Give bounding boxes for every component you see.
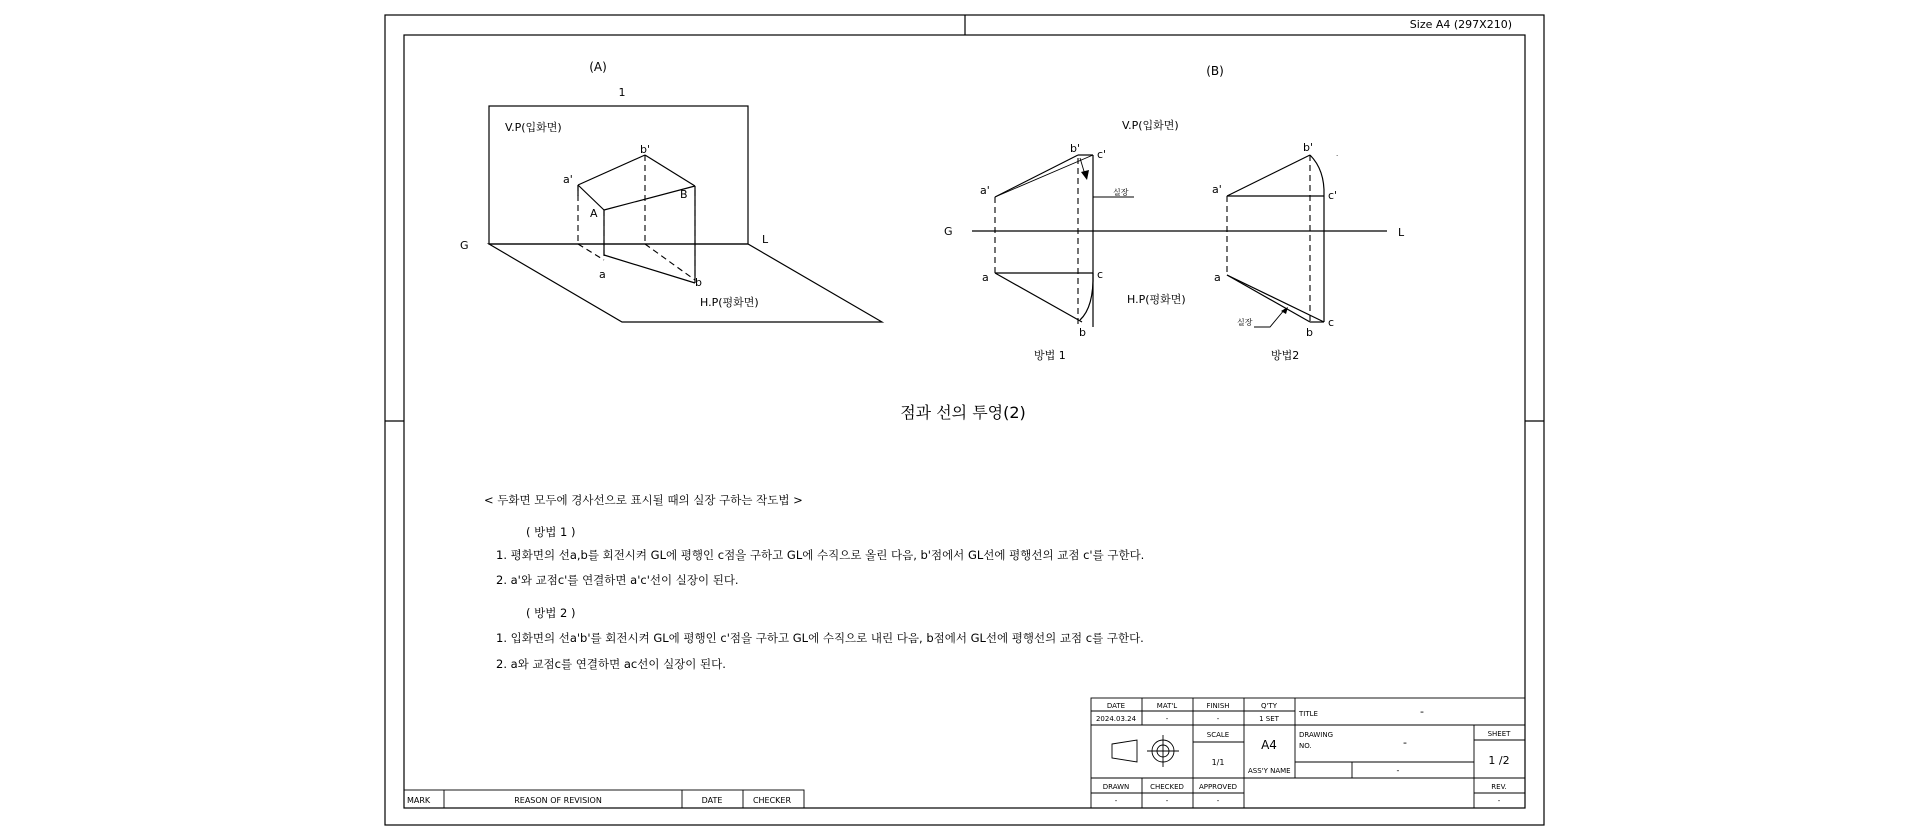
method-1-step-1: 1. 평화면의 선a,b를 회전시켜 GL에 평행인 c점을 구하고 GL에 수직으로 올린 다음, b'점에서 GL선에 평행선의 교점 c'를 구한다. — [496, 548, 1145, 562]
method-2-true-length-label: 실장 — [1237, 318, 1253, 327]
horizontal-plane — [489, 244, 882, 322]
figure-a-g-label: G — [460, 239, 469, 252]
method-1-diagram — [980, 142, 1134, 362]
method-1-a-label: a — [982, 271, 989, 284]
tb-drawn-label: DRAWN — [1102, 783, 1130, 791]
tb-sheet-value: 1 /2 — [1488, 754, 1510, 767]
tb-date-value: 2024.03.24 — [1095, 715, 1137, 723]
figure-a-number: 1 — [618, 86, 626, 99]
figure-b — [944, 64, 1405, 362]
figure-a-b-prime-label: b' — [640, 143, 651, 156]
method-1-title: ( 방법 1 ) — [526, 525, 576, 539]
tb-date-label: DATE — [1106, 702, 1126, 710]
figure-a-A-label: A — [590, 207, 598, 220]
figure-a-a-label: a — [599, 268, 606, 281]
method-2-b-label: b — [1306, 326, 1313, 339]
tb-scale-label: SCALE — [1206, 731, 1230, 739]
tb-assy-value: - — [1396, 766, 1400, 775]
method-2-diagram — [1212, 141, 1338, 362]
tb-scale-value: 1/1 — [1211, 758, 1225, 767]
method-2-c-label: c — [1328, 316, 1335, 329]
tb-checked-label: CHECKED — [1150, 783, 1184, 791]
tb-matl-label: MAT'L — [1156, 702, 1178, 710]
tb-checked-value: - — [1165, 797, 1169, 805]
tb-finish-label: FINISH — [1206, 702, 1230, 710]
tb-drawing-no-label-2: NO. — [1299, 742, 1312, 750]
figure-b-label: (B) — [1206, 64, 1224, 78]
tb-approved-value: - — [1216, 797, 1220, 805]
method-1-true-length-label: 실장 — [1113, 188, 1129, 197]
tb-drawing-no-label-1: DRAWING — [1299, 731, 1334, 739]
tb-sheet-label: SHEET — [1487, 730, 1511, 738]
figure-a-a-prime-label: a' — [563, 173, 573, 186]
tb-title-value: - — [1420, 705, 1424, 718]
figure-a-label: (A) — [589, 60, 607, 74]
figure-b-l-label: L — [1398, 226, 1405, 239]
tb-rev-label: REV. — [1491, 783, 1507, 791]
method-2-a-label: a — [1214, 271, 1221, 284]
figure-a-hp-label: H.P(평화면) — [700, 296, 759, 309]
tb-matl-value: - — [1165, 715, 1169, 723]
figure-a — [460, 60, 882, 322]
method-2-a-prime-label: a' — [1212, 183, 1222, 196]
tb-approved-label: APPROVED — [1198, 783, 1238, 791]
title-block — [1091, 698, 1525, 808]
tb-title-label: TITLE — [1299, 710, 1318, 718]
figure-a-vp-label: V.P(입화면) — [505, 121, 562, 134]
method-1-c-label: c — [1097, 268, 1104, 281]
tb-qty-label: Q'TY — [1261, 702, 1277, 710]
main-title: 점과 선의 투영(2) — [900, 403, 1026, 422]
method-2-title: ( 방법 2 ) — [526, 606, 576, 620]
figure-b-g-label: G — [944, 225, 953, 238]
figure-b-hp-label: H.P(평화면) — [1127, 293, 1186, 306]
revision-checker-header: CHECKER — [752, 796, 792, 805]
figure-a-b-label: b — [695, 276, 702, 289]
tb-rev-value: - — [1497, 797, 1501, 805]
method-1-c-prime-label: c' — [1097, 148, 1107, 161]
method-2-step-1: 1. 입화면의 선a'b'를 회전시켜 GL에 평행인 c'점을 구하고 GL에 수직으로 내린 다음, b점에서 GL선에 평행선의 교점 c를 구한다. — [496, 631, 1144, 645]
description-block — [484, 493, 1144, 671]
tb-finish-value: - — [1216, 715, 1220, 723]
method-1-step-2: 2. a'와 교점c'를 연결하면 a'c'선이 실장이 된다. — [496, 573, 739, 587]
tb-drawing-no-value: - — [1403, 736, 1407, 749]
method-1-caption: 방법 1 — [1034, 349, 1066, 362]
revision-date-header: DATE — [701, 796, 723, 805]
method-2-b-prime-label: b' — [1303, 141, 1314, 154]
figure-a-B-label: B — [680, 188, 688, 201]
method-2-stray-mark: · — [1336, 152, 1339, 160]
method-2-step-2: 2. a와 교점c를 연결하면 ac선이 실장이 된다. — [496, 657, 726, 671]
tb-assy-label: ASS'Y NAME — [1248, 767, 1291, 775]
revision-mark-header: MARK — [407, 796, 431, 805]
method-1-a-prime-label: a' — [980, 184, 990, 197]
figure-a-l-label: L — [762, 233, 769, 246]
description-heading: < 두화면 모두에 경사선으로 표시될 때의 실장 구하는 작도법 > — [484, 493, 803, 507]
method-1-b-label: b — [1079, 326, 1086, 339]
tb-qty-value: 1 SET — [1259, 715, 1279, 723]
tb-drawn-value: - — [1114, 797, 1118, 805]
method-1-b-prime-label: b' — [1070, 142, 1081, 155]
revision-reason-header: REASON OF REVISION — [514, 796, 602, 805]
projection-symbol-icon — [1112, 735, 1179, 767]
method-2-caption: 방법2 — [1271, 349, 1300, 362]
figure-b-vp-label: V.P(입화면) — [1122, 119, 1179, 132]
revision-block — [404, 790, 804, 808]
tb-paper-size: A4 — [1261, 738, 1277, 752]
method-2-c-prime-label: c' — [1328, 189, 1338, 202]
sheet-size-label: Size A4 (297X210) — [1409, 18, 1512, 31]
